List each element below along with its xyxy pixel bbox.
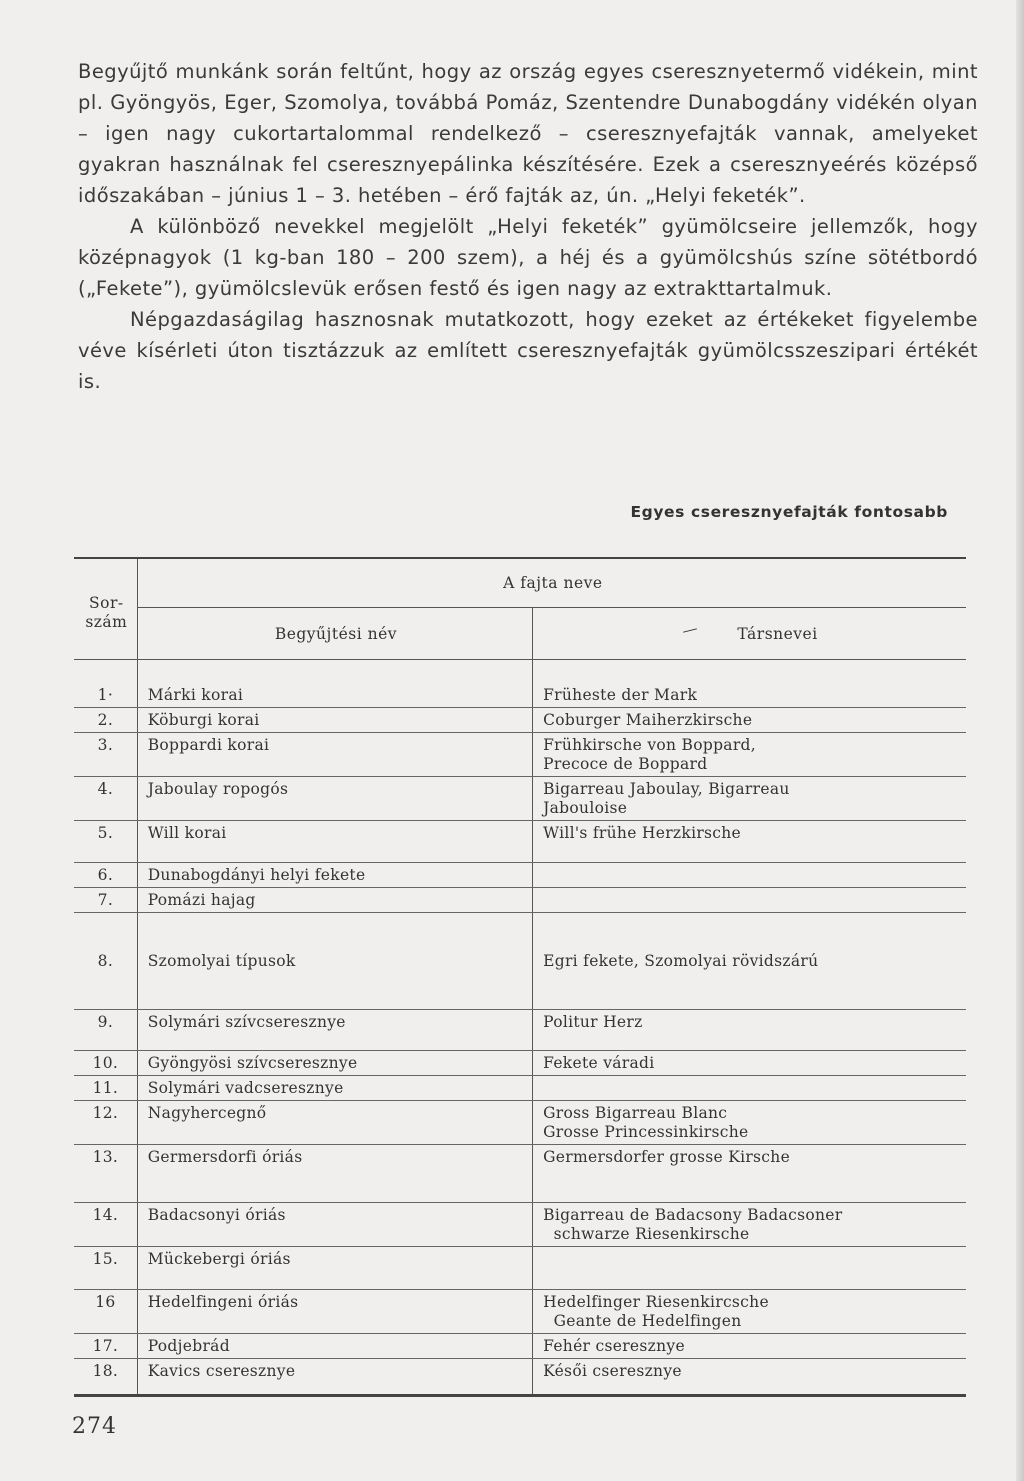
row-collected-name: Solymári szívcseresznye — [137, 1010, 532, 1051]
row-collected-name: Hedelfingeni óriás — [137, 1290, 532, 1334]
row-collected-name: Solymári vadcseresznye — [137, 1076, 532, 1101]
row-collected-name: Will korai — [137, 821, 532, 863]
row-collected-name: Germersdorfi óriás — [137, 1145, 532, 1203]
row-synonyms — [533, 1076, 966, 1101]
row-collected-name: Jaboulay ropogós — [137, 777, 532, 821]
row-synonyms: Früheste der Mark — [533, 683, 966, 708]
table-title: Egyes cseresznyefajták fontosabb — [630, 503, 948, 521]
row-collected-name: Márki korai — [137, 683, 532, 708]
row-synonyms: Politur Herz — [533, 1010, 966, 1051]
table-row — [74, 888, 966, 913]
row-number: 4. — [74, 777, 137, 821]
table-row — [74, 1290, 966, 1334]
table-row — [74, 1359, 966, 1396]
row-number: 10. — [74, 1051, 137, 1076]
header-serial-number-label: Sor- szám — [85, 594, 128, 631]
row-collected-name: Nagyhercegnő — [137, 1101, 532, 1145]
row-number: 17. — [74, 1334, 137, 1359]
row-number: 12. — [74, 1101, 137, 1145]
row-synonyms: Germersdorfer grosse Kirsche — [533, 1145, 966, 1203]
row-synonyms: Hedelfinger Riesenkircsche Geante de Hedelfingen — [533, 1290, 966, 1334]
table-row — [74, 863, 966, 888]
page-edge-shadow — [1016, 0, 1024, 1481]
table-body — [74, 683, 966, 1396]
row-collected-name: Boppardi korai — [137, 733, 532, 777]
table-row — [74, 821, 966, 863]
row-synonyms — [533, 888, 966, 913]
row-number: 18. — [74, 1359, 137, 1396]
row-collected-name: Gyöngyösi szívcseresznye — [137, 1051, 532, 1076]
row-synonyms — [533, 863, 966, 888]
row-number: 6. — [74, 863, 137, 888]
table-row — [74, 733, 966, 777]
paragraph-1: Begyűjtő munkánk során feltűnt, hogy az ország egyes cseresznyetermő vidékein, mint pl. Gyöngyös, Eger, Szomolya, továbbá Pomáz, Szentendre Dunabogdány vidékén olyan – igen nagy cukortartalommal rendelkező – cseresznyefajták vannak, amelyeket gyakran használnak fel cseresznyepálinka készítésére. Ezek a cseresznyeérés középső időszakában – június 1 – 3. hetében – érő fajták az, ún. „Helyi feketék”. — [78, 60, 978, 207]
header-gap-row — [74, 660, 966, 684]
row-synonyms: Fehér cseresznye — [533, 1334, 966, 1359]
row-number: 11. — [74, 1076, 137, 1101]
table-row — [74, 1010, 966, 1051]
row-synonyms: Bigarreau de Badacsony Badacsoner schwarze Riesenkirsche — [533, 1203, 966, 1247]
row-number: 1· — [74, 683, 137, 708]
row-collected-name: Köburgi korai — [137, 708, 532, 733]
row-number: 14. — [74, 1203, 137, 1247]
table-row — [74, 1203, 966, 1247]
row-synonyms: Coburger Maiherzkirsche — [533, 708, 966, 733]
row-collected-name: Mückebergi óriás — [137, 1247, 532, 1290]
table-row — [74, 1101, 966, 1145]
row-synonyms: Egri fekete, Szomolyai rövidszárú — [533, 913, 966, 1010]
table-row — [74, 1145, 966, 1203]
row-synonyms: Késői cseresznye — [533, 1359, 966, 1396]
row-synonyms: Gross Bigarreau Blanc Grosse Princessinkirsche — [533, 1101, 966, 1145]
row-number: 13. — [74, 1145, 137, 1203]
body-text — [78, 56, 978, 397]
row-collected-name: Pomázi hajag — [137, 888, 532, 913]
paragraph-2: A különböző nevekkel megjelölt „Helyi feketék” gyümölcseire jellemzők, hogy középnagyok (1 kg-ban 180 – 200 szem), a héj és a gyümölcshús színe sötétbordó („Fekete”), gyümölcslevük erősen festő és igen nagy az extrakttartalmuk. — [78, 215, 978, 300]
table-row — [74, 1076, 966, 1101]
row-number: 3. — [74, 733, 137, 777]
row-number: 7. — [74, 888, 137, 913]
cherry-variety-table — [74, 557, 966, 1397]
row-synonyms: Fekete váradi — [533, 1051, 966, 1076]
row-collected-name: Podjebrád — [137, 1334, 532, 1359]
row-number: 5. — [74, 821, 137, 863]
table-row — [74, 1334, 966, 1359]
row-collected-name: Dunabogdányi helyi fekete — [137, 863, 532, 888]
row-collected-name: Kavics cseresznye — [137, 1359, 532, 1396]
header-serial-number — [74, 558, 137, 660]
row-number: 15. — [74, 1247, 137, 1290]
data-table — [74, 557, 966, 1397]
row-synonyms: Will's frühe Herzkirsche — [533, 821, 966, 863]
table-row — [74, 708, 966, 733]
table-row — [74, 683, 966, 708]
row-synonyms: Bigarreau Jaboulay, Bigarreau Jabouloise — [533, 777, 966, 821]
row-synonyms: Frühkirsche von Boppard, Precoce de Boppard — [533, 733, 966, 777]
header-variety-name: A fajta neve — [137, 558, 966, 608]
row-collected-name: Badacsonyi óriás — [137, 1203, 532, 1247]
header-collected-name: Begyűjtési név — [137, 608, 532, 660]
ink-mark — [683, 628, 697, 632]
row-number: 8. — [74, 913, 137, 1010]
table-row — [74, 1247, 966, 1290]
header-synonyms — [533, 608, 966, 660]
table-row — [74, 1051, 966, 1076]
header-synonyms-label: Társnevei — [737, 624, 818, 643]
page-number: 274 — [72, 1414, 117, 1439]
row-number: 2. — [74, 708, 137, 733]
row-number: 16 — [74, 1290, 137, 1334]
table-row — [74, 913, 966, 1010]
table-row — [74, 777, 966, 821]
row-collected-name: Szomolyai típusok — [137, 913, 532, 1010]
paragraph-3: Népgazdaságilag hasznosnak mutatkozott, hogy ezeket az értékeket figyelembe véve kísérleti úton tisztázzuk az említett cseresznyefajták gyümölcsszeszipari értékét is. — [78, 308, 978, 393]
row-synonyms — [533, 1247, 966, 1290]
row-number: 9. — [74, 1010, 137, 1051]
